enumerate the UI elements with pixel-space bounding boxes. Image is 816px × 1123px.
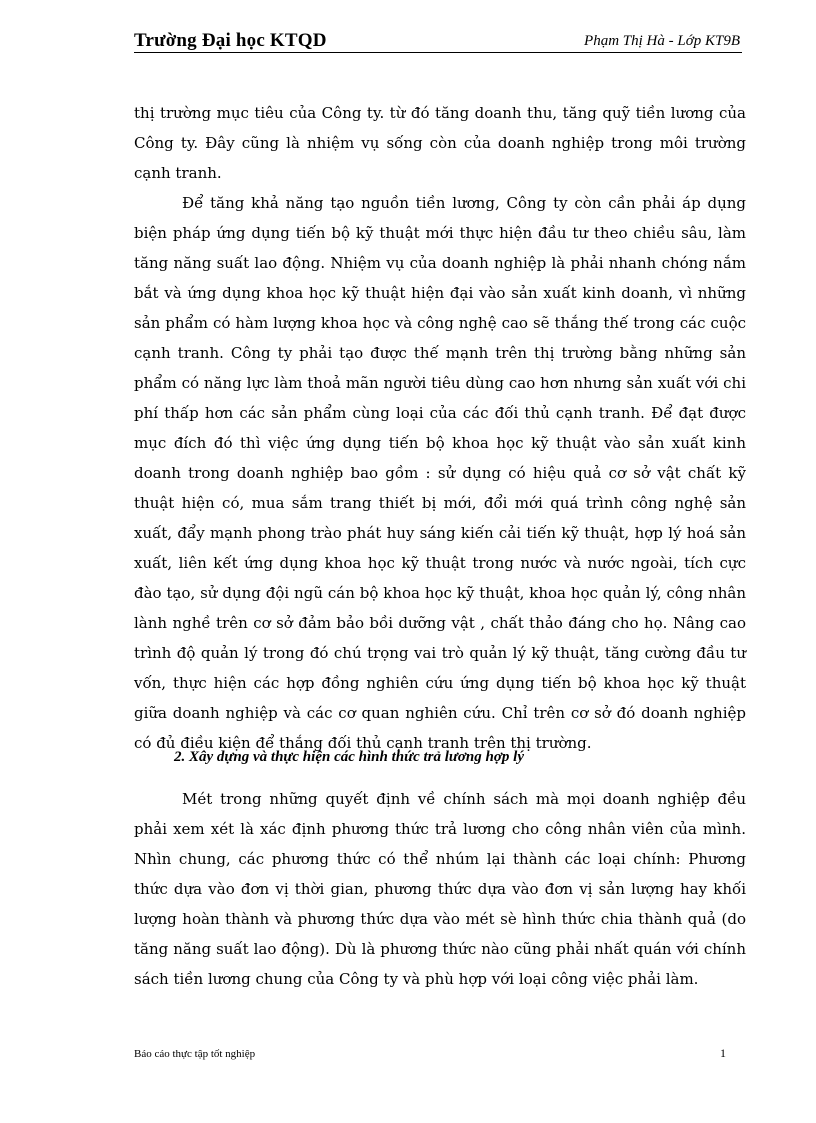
section-heading: 2. Xây dựng và thực hiện các hình thức trả lương hợp lý [174, 749, 524, 765]
paragraph-payment-methods: Mét trong những quyết định về chính sách mà mọi doanh nghiệp đều phải xem xét là xác định phương thức trả lương cho công nhân viên của mình. Nhìn chung, các phương thức có thể nhúm lại thành các loại chính: Phương thức dựa vào đơn vị thời gian, phương thức dựa vào đơn vị sản lượng hay khối lượng hoàn thành và phương thức dựa vào mét sè hình thức chia thành quả (do tăng năng suất lao động). Dù là phương thức nào cũng phải nhất quán với chính sách tiền lương chung của Công ty và phù hợp với loại công việc phải làm. [134, 790, 746, 988]
page-header [134, 30, 742, 53]
paragraph-continued: thị trường mục tiêu của Công ty. từ đó tăng doanh thu, tăng quỹ tiền lương của Công ty. Đây cũng là nhiệm vụ sống còn của doanh nghiệp trong môi trường cạnh tranh. [134, 104, 746, 182]
header-author: Phạm Thị Hà - Lớp KT9B [584, 33, 740, 49]
page-number: 1 [720, 1046, 726, 1060]
body-text-section [134, 784, 746, 994]
body-text-top [134, 98, 746, 758]
footer-title: Báo cáo thực tập tốt nghiệp [134, 1048, 256, 1060]
paragraph-salary-source: Để tăng khả năng tạo nguồn tiền lương, Công ty còn cần phải áp dụng biện pháp ứng dụng tiến bộ kỹ thuật mới thực hiện đầu tư theo chiều sâu, làm tăng năng suất lao động. Nhiệm vụ của doanh nghiệp là phải nhanh chóng nắm bắt và ứng dụng khoa học kỹ thuật hiện đại vào sản xuất kinh doanh, vì những sản phẩm có hàm lượng khoa học và công nghệ cao sẽ thắng thế trong các cuộc cạnh tranh. Công ty phải tạo được thế mạnh trên thị trường bằng những sản phẩm có năng lực làm thoả mãn người tiêu dùng cao hơn nhưng sản xuất với chi phí thấp hơn các sản phẩm cùng loại của các đối thủ cạnh tranh. Để đạt được mục đích đó thì việc ứng dụng tiến bộ khoa học kỹ thuật vào sản xuất kinh doanh trong doanh nghiệp bao gồm : sử dụng có hiệu quả cơ sở vật chất kỹ thuật hiện có, mua sắm trang thiết bị mới, đổi mới quá trình công nghệ sản xuất, đẩy mạnh phong trào phát huy sáng kiến cải tiến kỹ thuật, hợp lý hoá sản xuất, liên kết ứng dụng khoa học kỹ thuật trong nước và nước ngoài, tích cực đào tạo, sử dụng đội ngũ cán bộ khoa học kỹ thuật, khoa học quản lý, công nhân lành nghề trên cơ sở đảm bảo bồi dưỡng vật , chất thảo đáng cho họ. Nâng cao trình độ quản lý trong đó chú trọng vai trò quản lý kỹ thuật, tăng cường đầu tư vốn, thực hiện các hợp đồng nghiên cứu ứng dụng tiến bộ khoa học kỹ thuật giữa doanh nghiệp và các cơ quan nghiên cứu. Chỉ trên cơ sở đó doanh nghiệp có đủ điều kiện để thắng đối thủ cạnh tranh trên thị trường. [134, 194, 746, 752]
header-school: Trường Đại học KTQD [134, 30, 327, 51]
